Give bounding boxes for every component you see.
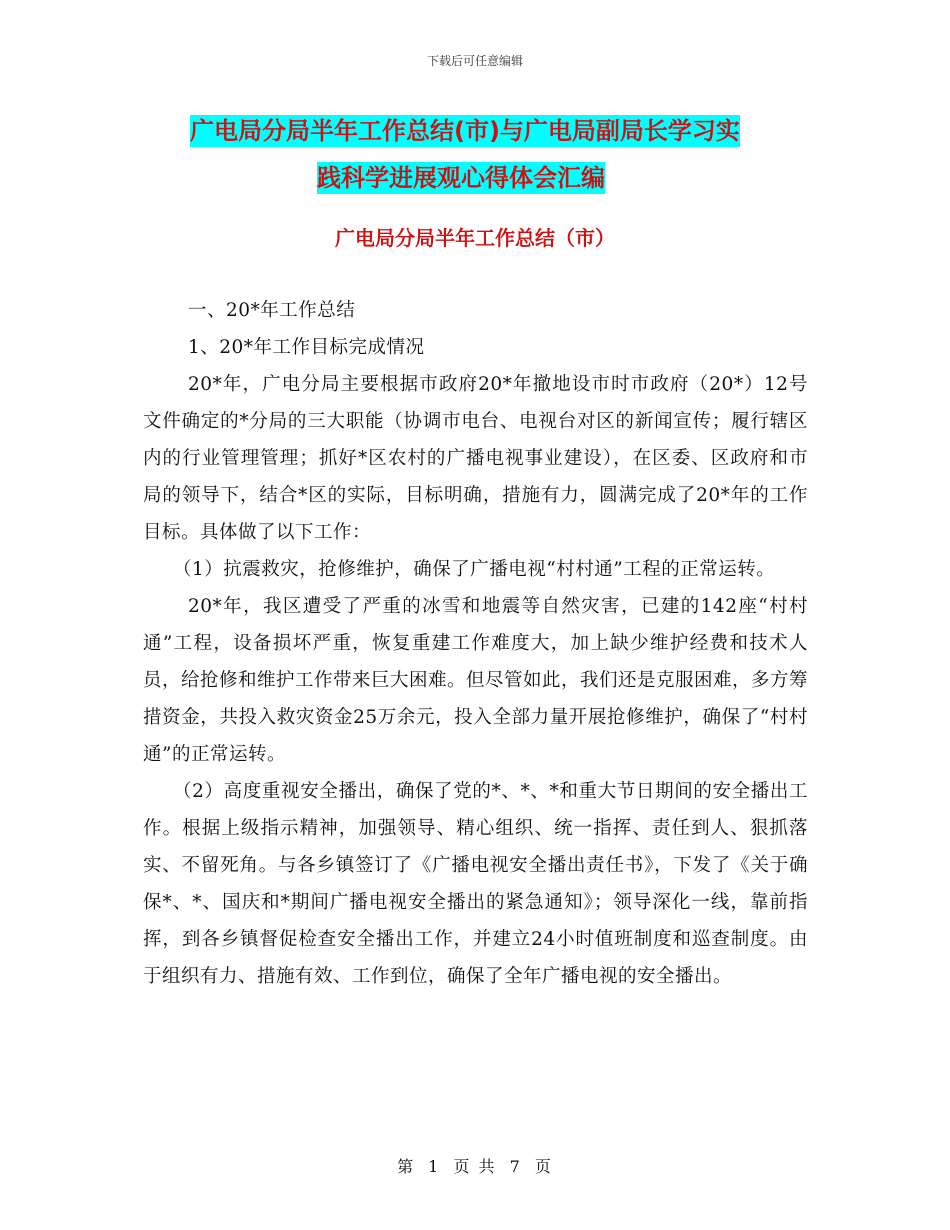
paragraph: 20*年，广电分局主要根据市政府20*年撤地设市时市政府（20*）12号文件确定的*分局的三大职能（协调市电台、电视台对区的新闻宣传；履行辖区内的行业管理管理；抓好*区农村的广播电视事业建设），在区委、区政府和市局的领导下，结合*区的实际，目标明确，措施有力，圆满完成了20*年的工作目标。具体做了以下工作： bbox=[143, 374, 808, 543]
page-header-note: 下载后可任意编辑 bbox=[426, 54, 523, 68]
footer-page-number: 1 bbox=[428, 1157, 441, 1176]
footer-total-pages: 7 bbox=[509, 1157, 522, 1176]
paragraph: 20*年，我区遭受了严重的冰雪和地震等自然灾害，已建的142座“村村通”工程，设备损坏严重，恢复重建工作难度大，加上缺少维护经费和技术人员，给抢修和维护工作带来巨大困难。但尽管如此，我们还是克服困难，多方筹措资金，共投入救灾资金25万余元，投入全部力量开展抢修维护，确保了“村村通”的正常运转。 bbox=[143, 596, 809, 765]
section-title: 广电局分局半年工作总结（市） bbox=[335, 226, 615, 250]
paragraph: （2）高度重视安全播出，确保了党的*、*、*和重大节日期间的安全播出工作。根据上级指示精神，加强领导、精心组织、统一指挥、责任到人、狠抓落实、不留死角。与各乡镇签订了《广播电视安全播出责任书》，下发了《关于确保*、*、国庆和*期间广播电视安全播出的紧急通知》；领导深化一线，靠前指挥，到各乡镇督促检查安全播出工作，并建立24小时值班制度和巡查制度。由于组织有力、措施有效、工作到位，确保了全年广播电视的安全播出。 bbox=[143, 781, 808, 987]
title-line-1: 广电局分局半年工作总结(市)与广电局副局长学习实 bbox=[190, 117, 740, 145]
paragraph-heading-2: 1、20*年工作目标完成情况 bbox=[188, 337, 425, 358]
paragraph-heading-1: 一、20*年工作总结 bbox=[188, 300, 356, 321]
document-body bbox=[143, 292, 808, 995]
page-footer bbox=[0, 1154, 950, 1177]
footer-prefix: 第 bbox=[397, 1157, 416, 1176]
document-title bbox=[190, 108, 810, 202]
title-line-2: 践科学进展观心得体会汇编 bbox=[317, 164, 605, 192]
footer-mid: 页 共 bbox=[453, 1157, 497, 1176]
footer-suffix: 页 bbox=[534, 1157, 553, 1176]
paragraph: （1）抗震救灾，抢修维护，确保了广播电视“村村通”工程的正常运转。 bbox=[173, 559, 776, 580]
